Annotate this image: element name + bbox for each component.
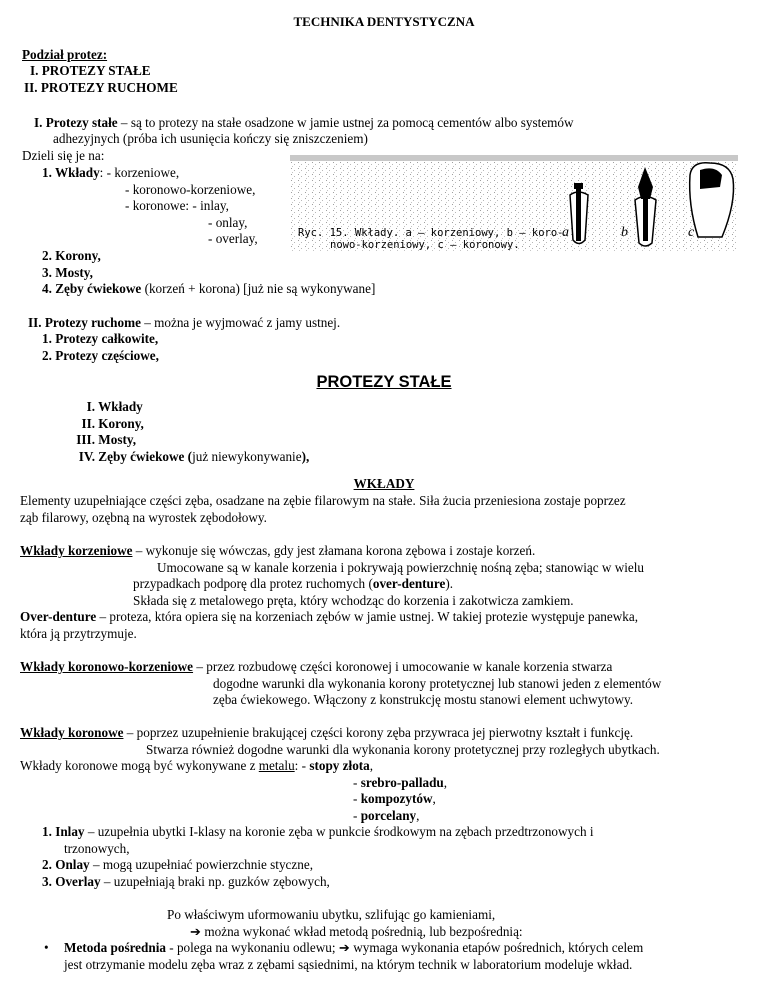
bullet-icon: •	[44, 940, 49, 955]
koronowo-korzeniowe-l3: zęba ćwiekowego. Włączony z konstrukcję mostu stanowi element uchwytowy.	[213, 692, 634, 707]
sec2-line1: II. Protezy ruchome – można je wyjmować z jamy ustnej.	[28, 315, 341, 330]
wklady-sub-2: - koronowe: - inlay,	[125, 198, 229, 213]
tooth-c-drawing	[690, 163, 734, 237]
overlay-item: 3. Overlay – uzupełniają braki np. guzków zębowych,	[42, 874, 330, 889]
korzeniowe-l4: Składa się z metalowego pręta, który wchodząc do korzenia i zakotwicza zamkiem.	[133, 593, 574, 608]
korzeniowe-l1: Wkłady korzeniowe – wykonuje się wówczas, gdy jest złamana korona zębowa i zostaje korzeń.	[20, 543, 536, 558]
sec1-divide: Dzieli się je na:	[22, 148, 105, 163]
protezy-stale-heading: PROTEZY STAŁE	[316, 373, 452, 391]
koronowo-korzeniowe-l2: dogodne warunki dla wykonania korony protetycznej lub stanowi jeden z elementów	[213, 676, 662, 691]
wklady-heading: WKŁADY	[353, 476, 415, 491]
podzial-heading: Podział protez:	[22, 47, 108, 62]
over-denture-l2: która ją przytrzymuje.	[20, 626, 137, 641]
arrow-right-icon: ➔	[190, 924, 202, 939]
page-title: TECHNIKA DENTYSTYCZNA	[293, 14, 475, 29]
wklady-list-item: 1. Wkłady: - korzeniowe,	[42, 165, 180, 180]
figure-label-a: a	[562, 225, 569, 240]
metody-l2: ➔ można wykonać wkład metodą pośrednią, lub bezpośrednią:	[190, 924, 523, 939]
koronowe-material-2: - srebro-palladu,	[353, 775, 448, 790]
wklady-sub-3: - onlay,	[208, 215, 248, 230]
onlay-item: 2. Onlay – mogą uzupełniać powierzchnie styczne,	[42, 857, 314, 872]
wklady-p1: Elementy uzupełniające części zęba, osadzane na zębie filarowym na stałe. Siła żucia przeniesiona zostaje poprzez	[20, 493, 626, 508]
sec1-item-4: 4. Zęby ćwiekowe (korzeń + korona) [już nie są wykonywane]	[42, 281, 376, 296]
metoda-posrednia-l1: Metoda pośrednia - polega na wykonaniu odlewu; ➔ wymaga wykonania etapów pośrednich, których celem	[64, 940, 644, 955]
metoda-posrednia-l2: jest otrzymanie modelu zęba wraz z zębami sąsiednimi, na którym technik w laboratorium modeluje wkład.	[64, 957, 633, 972]
koronowe-material-4: - porcelany,	[353, 808, 420, 823]
sec1-item-2: 2. Korony,	[42, 248, 101, 263]
ps-item-2: II. Korony,	[81, 416, 144, 431]
figure-label-b: b	[621, 225, 628, 240]
over-denture-l1: Over-denture – proteza, która opiera się na korzeniach zębów w jamie ustnej. W takiej protezie występuje panewka,	[20, 609, 639, 624]
koronowe-l1: Wkłady koronowe – poprzez uzupełnienie brakującej części korony zęba przywraca jej pierwotny kształt i funkcję.	[20, 725, 634, 740]
sec2-item-1: 1. Protezy całkowite,	[42, 331, 159, 346]
ps-item-3: III. Mosty,	[76, 432, 137, 447]
arrow-right-icon: ➔	[338, 940, 350, 955]
koronowe-l3: Wkłady koronowe mogą być wykonywane z metalu: - stopy złota,	[20, 758, 374, 773]
podzial-item-2: II. PROTEZY RUCHOME	[24, 80, 178, 95]
koronowe-material-3: - kompozytów,	[353, 791, 436, 806]
podzial-item-1: I. PROTEZY STAŁE	[30, 63, 151, 78]
wklady-sub-1: - koronowo-korzeniowe,	[125, 182, 256, 197]
ps-item-1: I. Wkłady	[86, 399, 143, 414]
koronowe-l2: Stwarza również dogodne warunki dla wykonania korony protetycznej przy rozległych ubytkach.	[146, 742, 660, 757]
koronowo-korzeniowe-l1: Wkłady koronowo-korzeniowe – przez rozbudowę części koronowej i umocowanie w kanale korzenia stwarza	[20, 659, 613, 674]
figure-caption-1: Ryc. 15. Wkłady. a — korzeniowy, b — koro-	[298, 227, 564, 239]
inlay-item: 1. Inlay – uzupełnia ubytki I-klasy na koronie zęba w punkcie środkowym na zębach przedtrzonowych i	[42, 824, 594, 839]
sec1-line1: I. Protezy stałe – są to protezy na stałe osadzone w jamie ustnej za pomocą cementów albo systemów	[34, 115, 574, 130]
figure-label-c: c	[688, 225, 695, 240]
sec1-item-3: 3. Mosty,	[42, 265, 93, 280]
sec1-line2: adhezyjnych (próba ich usunięcia kończy się zniszczeniem)	[53, 131, 368, 146]
sec2-item-2: 2. Protezy częściowe,	[42, 348, 159, 363]
wklady-sub-4: - overlay,	[208, 231, 258, 246]
wklady-p2: ząb filarowy, ozębną na wyrostek zębodołowy.	[20, 510, 267, 525]
metody-l1: Po właściwym uformowaniu ubytku, szlifując go kamieniami,	[167, 907, 496, 922]
korzeniowe-l3: przypadkach podporę dla protez ruchomych (over-denture).	[133, 576, 454, 591]
korzeniowe-l2: Umocowane są w kanale korzenia i pokrywają powierzchnię nośną zęba; stanowiąc w wielu	[157, 560, 645, 575]
ps-item-4: IV. Zęby ćwiekowe (już niewykonywanie),	[78, 449, 310, 464]
figure-caption-2: nowo-korzeniowy, c — koronowy.	[330, 239, 520, 251]
inlay-figure	[290, 155, 738, 255]
inlay-item-cont: trzonowych,	[64, 841, 130, 856]
